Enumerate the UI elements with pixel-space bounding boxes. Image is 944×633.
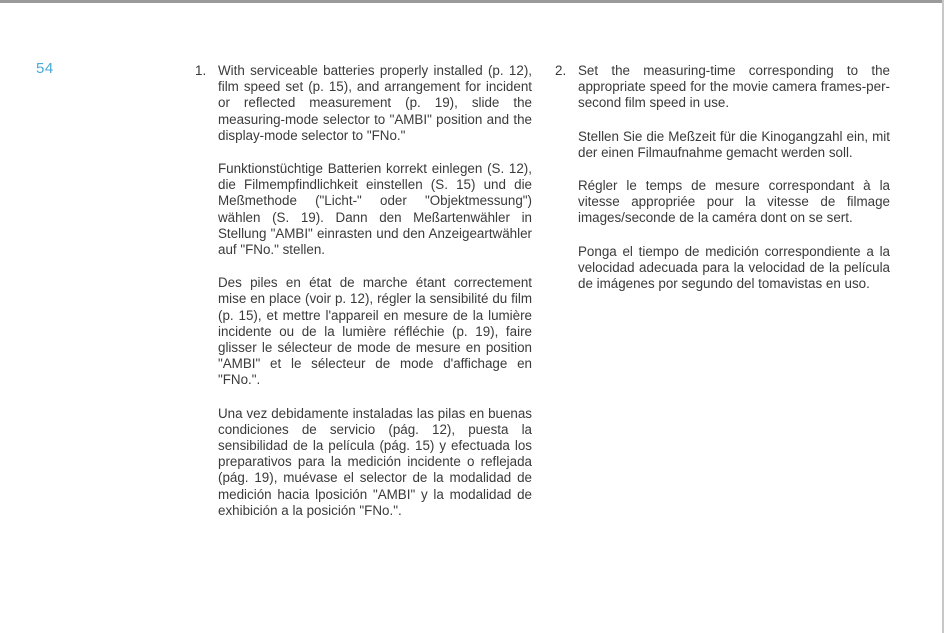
paragraph-german: Funktionstüchtige Batterien korrekt einlegen (S. 12), die Filmempfindlichkeit einstellen (S. 15) und die Meßmethode ("Licht-" oder "Objektmessung") wählen (S. 19). Dann den Meßartenwähler in Stellung "AMBI" einrasten und den Anzeigeartwähler auf "FNo." stellen. — [218, 161, 532, 258]
paragraph-english: With serviceable batteries properly installed (p. 12), film speed set (p. 15), and arrangement for incident or reflected measurement (p. 19), slide the measuring-mode selector to "AMBI" position and the display-mode selector to "FNo." — [218, 63, 532, 143]
paragraph-english: Set the measuring-time corresponding to the appropriate speed for the movie camera frames-per-second film speed in use. — [578, 63, 890, 111]
step-number: 1. — [195, 63, 207, 78]
page-number: 54 — [36, 60, 54, 77]
paragraph-spanish: Una vez debidamente instaladas las pilas en buenas condiciones de servicio (pág. 12), puesta la sensibilidad de la película (pág. 15) y efectuada los preparativos para la medición incidente o reflejada (pág. 19), muévase el selector de la modalidad de medición hacia lposición "AMBI" y la modalidad de exhibición a la posición "FNo.". — [218, 405, 532, 518]
paragraph-french: Des piles en état de marche étant correctement mise en place (voir p. 12), régler la sensibilité du film (p. 15), et mettre l'appareil en mesure de la lumière incidente ou de la lumière réfléchie (p. 19), faire glisser le sélecteur de mode de mesure en position "AMBI" et le sélecteur de mode d'affichage en "FNo.". — [218, 275, 532, 388]
instruction-step-2 — [555, 63, 890, 309]
paragraph-german: Stellen Sie die Meßzeit für die Kinogangzahl ein, mit der einen Filmaufnahme gemacht werden soll. — [578, 128, 890, 160]
right-column — [555, 63, 890, 309]
instruction-step-1 — [195, 63, 532, 536]
top-edge-rule — [0, 0, 944, 3]
step-body — [218, 63, 532, 536]
step-number: 2. — [555, 63, 567, 78]
left-column — [195, 63, 532, 536]
step-body — [578, 63, 890, 309]
paragraph-french: Régler le temps de mesure correspondant à la vitesse appropriée pour la vitesse de filmage images/seconde de la caméra dont on se sert. — [578, 178, 890, 226]
paragraph-spanish: Ponga el tiempo de medición correspondiente a la velocidad adecuada para la velocidad de la película de imágenes por segundo del tomavistas en uso. — [578, 243, 890, 292]
